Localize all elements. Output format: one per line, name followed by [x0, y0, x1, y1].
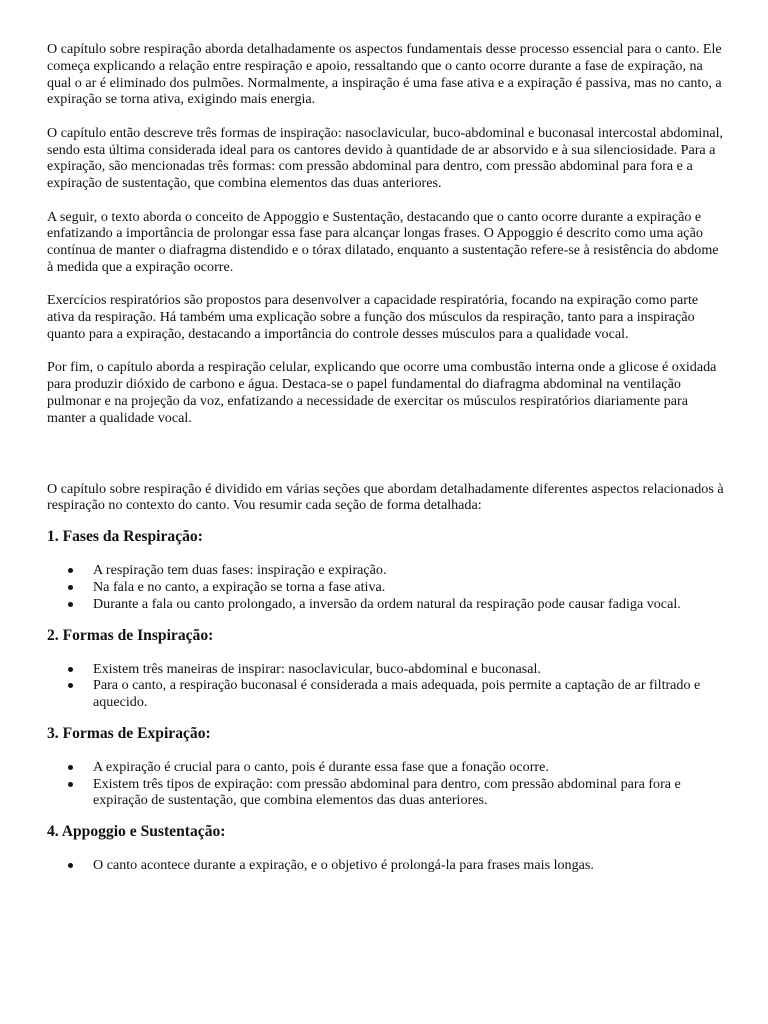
bullet-list — [47, 857, 727, 874]
list-item — [47, 596, 727, 613]
blank-space — [47, 427, 727, 481]
list-item — [47, 857, 727, 874]
section-formas-inspiracao — [47, 627, 727, 711]
bullet-dot-icon — [68, 585, 73, 590]
list-item — [47, 776, 727, 810]
bullet-dot-icon — [68, 863, 73, 868]
summary-paragraph-3: A seguir, o texto aborda o conceito de Appoggio e Sustentação, destacando que o canto ocorre durante a expiração e enfatizando a importância de prolongar essa fase para alcançar longas frases. O Appoggio é descrito como uma ação contínua de manter o diafragma distendido e o tórax dilatado, enquanto a sustentação refere-se à resistência do abdome à medida que a expiração ocorre. — [47, 208, 719, 275]
bullet-dot-icon — [68, 782, 73, 787]
bullet-list — [47, 759, 727, 809]
list-item — [47, 759, 727, 776]
list-item-text: Existem três maneiras de inspirar: nasoclavicular, buco-abdominal e buconasal. — [93, 660, 541, 677]
summary-paragraph-1: O capítulo sobre respiração aborda detalhadamente os aspectos fundamentais desse processo essencial para o canto. Ele começa explicando a relação entre respiração e apoio, ressaltando que o canto ocorre durante a fase de expiração, na qual o ar é eliminado dos pulmões. Normalmente, a inspiração é uma fase ativa e a expiração é passiva, mas no canto, a expiração se torna ativa, exigindo mais energia. — [47, 41, 722, 108]
summary-paragraph-5: Por fim, o capítulo aborda a respiração celular, explicando que ocorre uma combustão interna onde a glicose é oxidada para produzir dióxido de carbono e água. Destaca-se o papel fundamental do diafragma abdominal na ventilação pulmonar e na projeção da voz, enfatizando a necessidade de exercitar os músculos respiratórios diariamente para manter a qualidade vocal. — [47, 359, 717, 426]
summary-paragraph-2: O capítulo então descreve três formas de inspiração: nasoclavicular, buco-abdominal e buconasal intercostal abdominal, sendo esta última considerada ideal para os cantores devido à quantidade de ar absorvido e à sua silenciosidade. Para a expiração, são mencionadas três formas: com pressão abdominal para dentro, com pressão abdominal para fora e a expiração de sustentação, que combina elementos das duas anteriores. — [47, 124, 724, 192]
section-appoggio-sustentacao — [47, 823, 727, 874]
list-item — [47, 579, 727, 596]
section-formas-expiracao — [47, 725, 727, 809]
document-page — [47, 41, 727, 874]
section-heading: 4. Appoggio e Sustentação: — [47, 823, 226, 841]
bullet-dot-icon — [68, 602, 73, 607]
list-item-text: Existem três tipos de expiração: com pressão abdominal para dentro, com pressão abdominal para fora e expiração de sustentação, que combina elementos das duas anteriores. — [93, 775, 681, 809]
bullet-dot-icon — [68, 765, 73, 770]
bullet-dot-icon — [68, 667, 73, 672]
list-item — [47, 677, 727, 711]
bullet-list — [47, 661, 727, 711]
list-item-text: A expiração é crucial para o canto, pois é durante essa fase que a fonação ocorre. — [93, 758, 549, 775]
list-item-text: Para o canto, a respiração buconasal é considerada a mais adequada, pois permite a captação de ar filtrado e aquecido. — [93, 677, 701, 711]
list-item-text: A respiração tem duas fases: inspiração e expiração. — [93, 562, 387, 579]
section-fases-respiracao — [47, 528, 727, 612]
list-item-text: Durante a fala ou canto prolongado, a inversão da ordem natural da respiração pode causar fadiga vocal. — [93, 595, 681, 612]
detail-intro-paragraph: O capítulo sobre respiração é dividido em várias seções que abordam detalhadamente diferentes aspectos relacionados à respiração no contexto do canto. Vou resumir cada seção de forma detalhada: — [47, 480, 724, 514]
section-heading: 1. Fases da Respiração: — [47, 528, 203, 546]
list-item — [47, 661, 727, 678]
section-heading: 2. Formas de Inspiração: — [47, 626, 214, 644]
summary-paragraph-4: Exercícios respiratórios são propostos para desenvolver a capacidade respiratória, focando na expiração como parte ativa da respiração. Há também uma explicação sobre a função dos músculos da respiração, tanto para a inspiração quanto para a expiração, destacando a importância do controle desses músculos para a qualidade vocal. — [47, 292, 699, 342]
bullet-list — [47, 562, 727, 612]
bullet-dot-icon — [68, 683, 73, 688]
list-item-text: Na fala e no canto, a expiração se torna a fase ativa. — [93, 578, 386, 595]
bullet-dot-icon — [68, 568, 73, 573]
section-heading: 3. Formas de Expiração: — [47, 724, 211, 742]
list-item — [47, 562, 727, 579]
list-item-text: O canto acontece durante a expiração, e o objetivo é prolongá-la para frases mais longas. — [93, 857, 594, 874]
